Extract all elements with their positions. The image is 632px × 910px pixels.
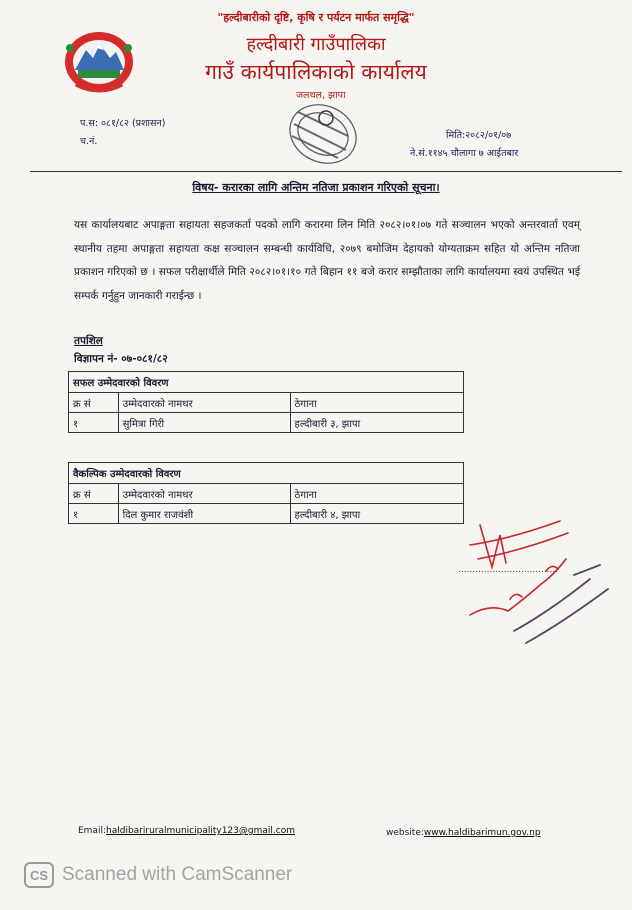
table-header-row bbox=[69, 393, 464, 413]
table-caption: वैकल्पिक उम्मेदवारको विवरण bbox=[69, 463, 464, 484]
alternate-candidates-table bbox=[68, 462, 464, 524]
email-label: Email: bbox=[78, 826, 107, 836]
cell-address: हल्दीबारी ४, झापा bbox=[290, 504, 463, 524]
cell-address: हल्दीबारी ३, झापा bbox=[290, 413, 463, 433]
column-header-address: ठेगाना bbox=[290, 393, 463, 413]
cell-serial: १ bbox=[69, 413, 119, 433]
notice-subject: विषय- करारका लागि अन्तिम नतिजा प्रकाशन गरिएको सूचना। bbox=[192, 181, 440, 194]
website-link[interactable]: www.haldibarimun.gov.np bbox=[423, 828, 541, 838]
letter-date-nepal-sambat: ने.सं.११४५ चौलागा ७ आईतबार bbox=[410, 148, 519, 159]
successful-candidates-table bbox=[68, 371, 464, 433]
details-heading: तपशिल bbox=[74, 335, 103, 347]
column-header-serial: क्र सं bbox=[69, 484, 119, 504]
table-row bbox=[69, 413, 464, 433]
letter-number: प.स: ०८१/८२ (प्रशासन) bbox=[80, 118, 166, 129]
table-header-row bbox=[69, 484, 464, 504]
office-seal-stamp bbox=[268, 92, 378, 176]
cell-serial: १ bbox=[69, 504, 119, 524]
header-divider bbox=[30, 171, 622, 172]
signature-line: ................................... bbox=[458, 565, 559, 575]
website-label: website: bbox=[386, 828, 424, 838]
office-location: जलथल, झापा bbox=[296, 90, 346, 101]
advertisement-number: विज्ञापन नं- ०७-०८१/८२ bbox=[74, 353, 168, 365]
scanner-watermark-text: Scanned with CamScanner bbox=[62, 864, 293, 885]
table-caption: सफल उम्मेदवारको विवरण bbox=[69, 372, 464, 393]
cell-name: दिल कुमार राजवंशी bbox=[118, 504, 290, 524]
column-header-address: ठेगाना bbox=[290, 484, 463, 504]
cell-name: सुमित्रा गिरी bbox=[118, 413, 290, 433]
scanner-watermark bbox=[24, 862, 292, 888]
dispatch-number: च.नं. bbox=[80, 136, 98, 147]
letter-date: मिति:२०८२/०१/०७ bbox=[446, 130, 512, 141]
footer-website bbox=[386, 828, 541, 838]
table-row bbox=[69, 504, 464, 524]
handwritten-signature bbox=[450, 515, 620, 645]
notice-body: यस कार्यालयबाट अपाङ्गता सहायता सहजकर्ता पदको लागि करारमा लिन मिति २०८२।०१।०७ गते सञ्चालन भएको अन्तरवार्ता एवम् स्थानीय तहमा अपाङ्गता सहायता कक्ष सञ्चालन सम्बन्धी कार्यविधि, २०७९ बमोजिम देहायको योग्यताक्रम सहित यो अन्तिम नतिजा प्रकाशन गरिएको छ । सफल परीक्षार्थीले मिति २०८२।०१।१० गते बिहान ११ बजे करार सम्झौताका लागि कार्यालयमा स्वयं उपस्थित भई सम्पर्क गर्नुहुन जानकारी गराईन्छ । bbox=[74, 219, 580, 302]
footer-email bbox=[78, 826, 295, 836]
column-header-serial: क्र सं bbox=[69, 393, 119, 413]
organization-name: हल्दीबारी गाउँपालिका bbox=[246, 34, 386, 55]
camscanner-icon: CS bbox=[24, 862, 54, 888]
motto: "हल्दीबारीको दृष्टि, कृषि र पर्यटन मार्फत समृद्धि" bbox=[217, 11, 415, 24]
column-header-name: उम्मेदवारको नामथर bbox=[118, 393, 290, 413]
email-link[interactable]: haldibariruralmunicipality123@gmail.com bbox=[106, 826, 295, 836]
office-name: गाउँ कार्यपालिकाको कार्यालय bbox=[205, 60, 427, 84]
column-header-name: उम्मेदवारको नामथर bbox=[118, 484, 290, 504]
